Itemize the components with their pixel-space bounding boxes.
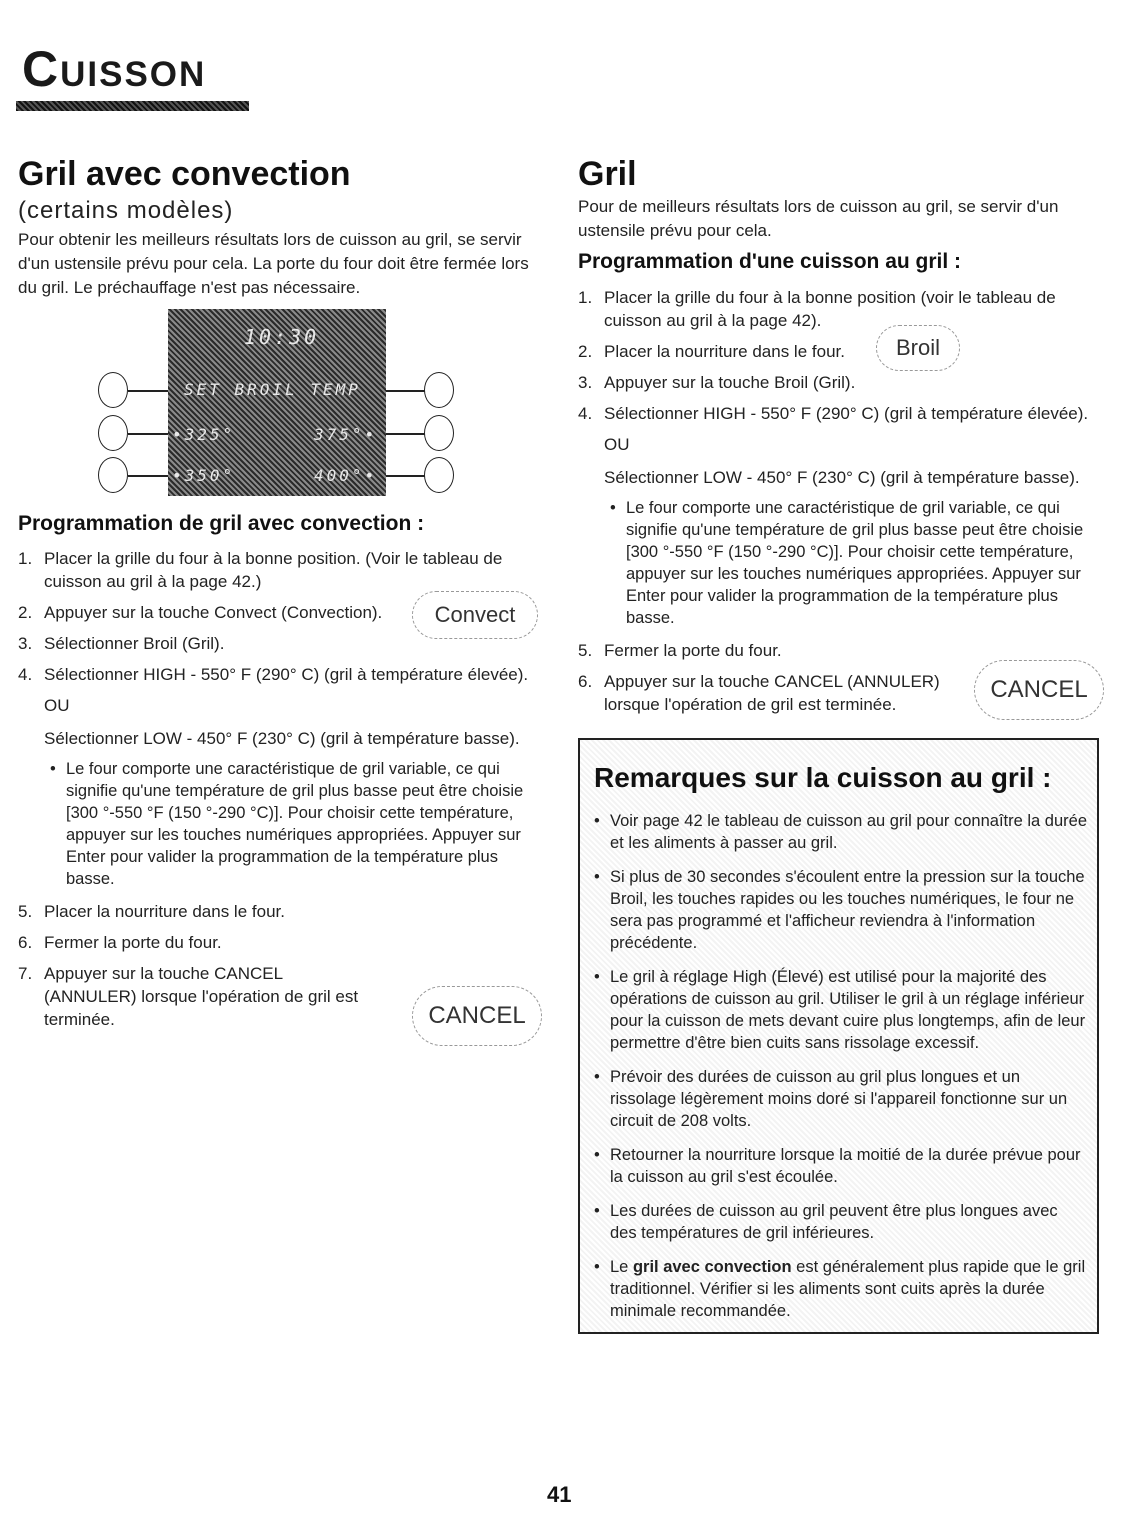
left-prog-heading: Programmation de gril avec convection :: [18, 512, 425, 535]
step: 4. Sélectionner HIGH - 550° F (290° C) (gril à température élevée).: [18, 665, 529, 684]
display-value-left-2: •350°: [172, 466, 236, 485]
cancel-key[interactable]: CANCEL: [412, 986, 542, 1046]
step: 7. Appuyer sur la touche CANCEL (ANNULER) lorsque l'opération de gril est terminée.: [18, 964, 359, 1029]
leader-line: [386, 433, 426, 435]
leader-line: [128, 390, 168, 392]
leader-line: [386, 390, 426, 392]
step: 5. Fermer la porte du four.: [578, 641, 782, 660]
low-option: Sélectionner LOW - 450° F (230° C) (gril à température basse).: [604, 468, 1080, 487]
step: 6. Fermer la porte du four.: [18, 933, 222, 952]
step: 1. Placer la grille du four à la bonne position (voir le tableau de cuisson au gril à la page 42).: [578, 288, 1056, 330]
remark-item: • Retourner la nourriture lorsque la moitié de la durée prévue pour la cuisson au gril s'est écoulée.: [588, 1144, 1088, 1188]
remark-item: • Le gril à réglage High (Élevé) est utilisé pour la majorité des opérations de cuisson au gril. Utiliser le gril à un réglage inférieur pour la cuisson de mets devant cuire plus longtemps, afin de leur permettre d'être bien cuits sans rissolage excessif.: [588, 966, 1088, 1054]
display-side-button[interactable]: [98, 415, 128, 451]
section-title: Cuisson: [22, 41, 207, 97]
remark-item: • Les durées de cuisson au gril peuvent être plus longues avec des températures de gril inférieures.: [588, 1200, 1088, 1244]
section-rule: [16, 101, 249, 111]
cancel-key[interactable]: CANCEL: [974, 660, 1104, 720]
display-time: 10:30: [244, 325, 320, 349]
or-label: OU: [44, 696, 70, 715]
remarks-box: [578, 738, 1099, 1334]
display-side-button[interactable]: [98, 457, 128, 493]
step: 2. Placer la nourriture dans le four.: [578, 342, 845, 361]
right-prog-heading: Programmation d'une cuisson au gril :: [578, 250, 962, 273]
step: 2. Appuyer sur la touche Convect (Convection).: [18, 603, 383, 622]
display-mode: SET BROIL TEMP: [184, 380, 361, 399]
bullet-item: • Le four comporte une caractéristique de gril variable, ce qui signifie qu'une température de gril plus basse peut être choisie [300 °-550 °F (150 °-290 °C)]. Pour choisir cette température, appuyer sur les touches numériques appropriées. Appuyer sur Enter pour valider la programmation de la température plus basse.: [44, 758, 538, 890]
display-value-left-1: •325°: [172, 425, 236, 444]
right-title: Gril: [578, 155, 637, 193]
display-side-button[interactable]: [424, 415, 454, 451]
display-side-button[interactable]: [424, 372, 454, 408]
right-intro: Pour de meilleurs résultats lors de cuisson au gril, se servir d'un ustensile prévu pour cela.: [578, 197, 1059, 240]
remark-item: • Voir page 42 le tableau de cuisson au gril pour connaître la durée et les aliments à passer au gril.: [588, 810, 1088, 854]
left-intro: Pour obtenir les meilleurs résultats lors de cuisson au gril, se servir d'un ustensile prévu pour cela. La porte du four doit être fermée lors du gril. Le préchauffage n'est pas nécessaire.: [18, 230, 529, 297]
display-value-right-2: 400°•: [314, 466, 378, 485]
step: 1. Placer la grille du four à la bonne position. (Voir le tableau de cuisson au gril à la page 42.): [18, 549, 503, 591]
page-number: 41: [547, 1482, 572, 1507]
leader-line: [128, 475, 168, 477]
broil-key[interactable]: Broil: [876, 325, 960, 371]
display-side-button[interactable]: [98, 372, 128, 408]
remark-item: • Prévoir des durées de cuisson au gril plus longues et un rissolage légèrement moins doré si l'appareil fonctionne sur un circuit de 208 volts.: [588, 1066, 1088, 1132]
convect-key[interactable]: Convect: [412, 591, 538, 639]
step: 3. Sélectionner Broil (Gril).: [18, 634, 225, 653]
step: 3. Appuyer sur la touche Broil (Gril).: [578, 373, 856, 392]
display-value-right-1: 375°•: [314, 425, 378, 444]
bullet-item: • Le four comporte une caractéristique de gril variable, ce qui signifie qu'une température de gril plus basse peut être choisie [300 °-550 °F (150 °-290 °C)]. Pour choisir cette température, appuyer sur les touches numériques appropriées. Appuyer sur Enter pour valider la programmation de la température plus basse.: [604, 497, 1098, 629]
left-subtitle: (certains modèles): [18, 197, 234, 224]
remark-item: • Si plus de 30 secondes s'écoulent entre la pression sur la touche Broil, les touches rapides ou les touches numériques, le four ne sera pas programmé et l'afficheur reviendra à l'information précédente.: [588, 866, 1088, 954]
remarks-heading: Remarques sur la cuisson au gril :: [594, 762, 1052, 793]
or-label: OU: [604, 435, 630, 454]
low-option: Sélectionner LOW - 450° F (230° C) (gril à température basse).: [44, 729, 520, 748]
remark-item: • Le gril avec convection est généralement plus rapide que le gril traditionnel. Vérifier si les aliments sont cuits après la durée minimale recommandée.: [588, 1256, 1088, 1322]
display-side-button[interactable]: [424, 457, 454, 493]
leader-line: [128, 433, 168, 435]
step: 5. Placer la nourriture dans le four.: [18, 902, 285, 921]
step: 6. Appuyer sur la touche CANCEL (ANNULER) lorsque l'opération de gril est terminée.: [578, 672, 940, 714]
left-title: Gril avec convection: [18, 155, 351, 193]
step: 4. Sélectionner HIGH - 550° F (290° C) (gril à température élevée).: [578, 404, 1089, 423]
right-steps: [578, 286, 1098, 724]
leader-line: [386, 475, 426, 477]
